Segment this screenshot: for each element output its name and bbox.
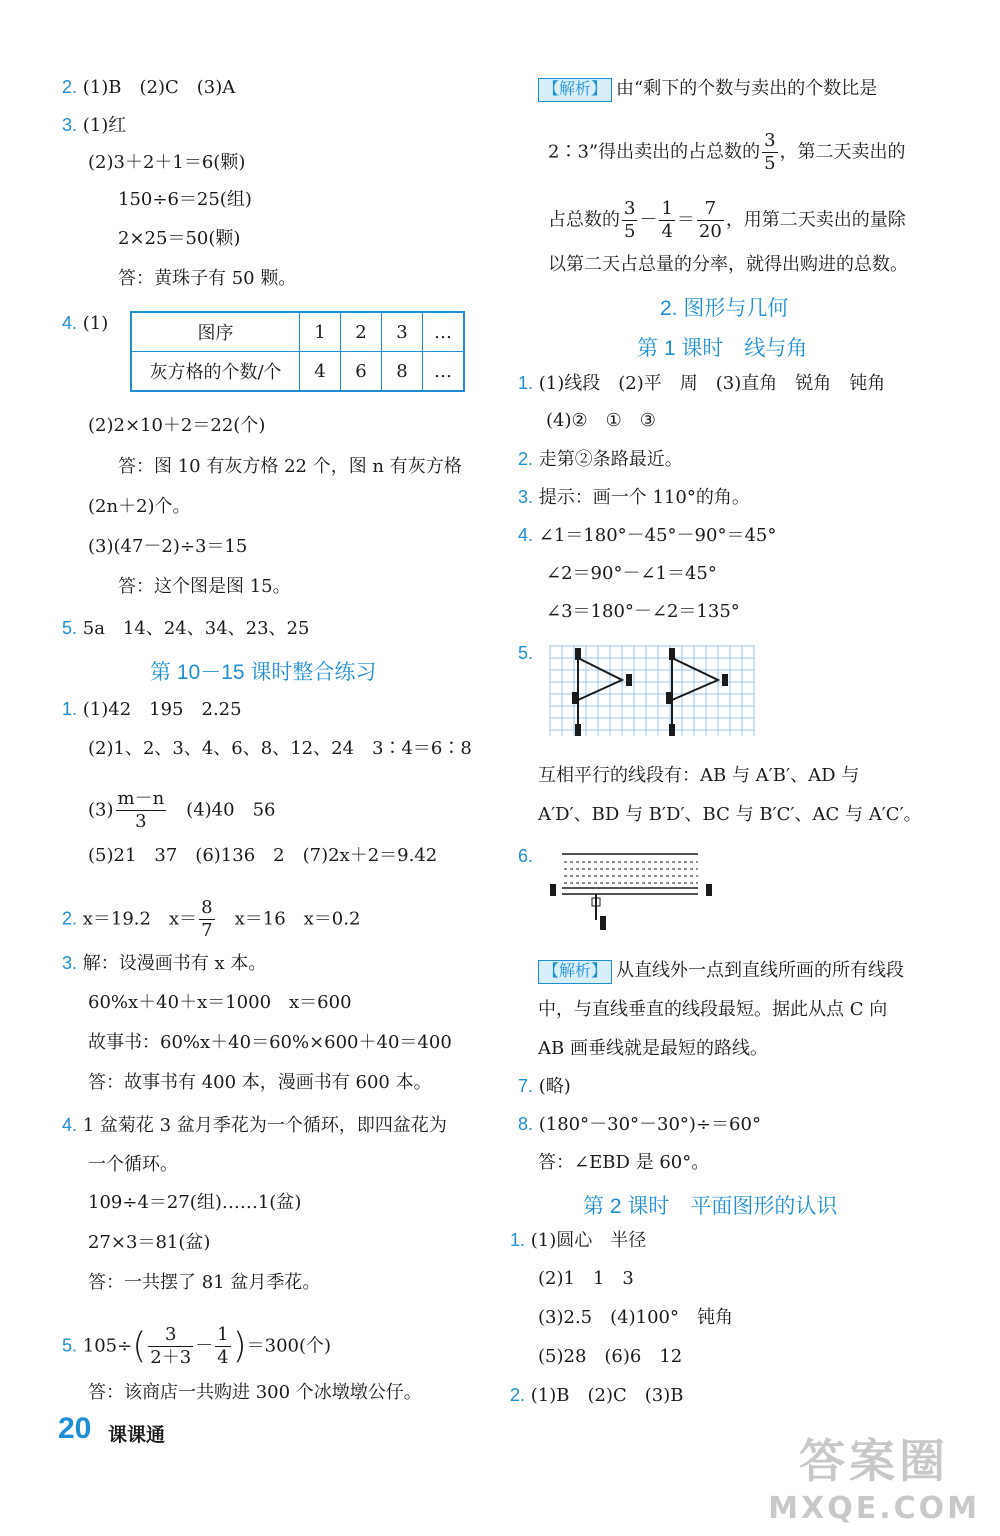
- table-cell: 8: [382, 352, 423, 392]
- answer-2: 2. (1)B (2)C (3)A: [62, 77, 236, 98]
- lesson1-answer-8: 8. (180°－30°－30°)÷＝60°: [518, 1114, 761, 1135]
- exercise-5: 5. 105÷( $\frac{3}{2+3}$ － $\frac{1}{4}$ )＝300(个): [62, 1324, 332, 1368]
- analysis-2-line: 中，与直线垂直的线段最短。据此从点 C 向: [538, 999, 888, 1020]
- lesson1-answer-8-line: 答：∠EBD 是 60°。: [538, 1152, 710, 1173]
- table-cell: …: [423, 352, 465, 392]
- answer-4-line: (2)2×10＋2＝22(个): [88, 415, 266, 436]
- lesson1-answer-1: 1. (1)线段 (2)平 周 (3)直角 锐角 钝角: [518, 373, 886, 394]
- lesson1-answer-7: 7. (略): [518, 1076, 571, 1097]
- table-cell: 灰方格的个数/个: [131, 352, 300, 392]
- answer-3-line: (2)3＋2＋1＝6(颗): [88, 152, 246, 173]
- brand-name: 课课通: [108, 1425, 166, 1446]
- answer-3-line: 2×25＝50(颗): [118, 228, 241, 249]
- answer-3: 3. (1)红: [62, 115, 127, 136]
- exercise-5-line: 答：该商店一共购进 300 个冰墩墩公仔。: [88, 1382, 422, 1403]
- lesson2-answer-1-line: (5)28 (6)6 12: [538, 1346, 683, 1367]
- table-cell: …: [423, 312, 465, 352]
- lesson1-answer-5-line: 互相平行的线段有：AB 与 A′B′、AD 与: [538, 765, 860, 786]
- analysis-2-line: AB 画垂线就是最短的路线。: [538, 1038, 768, 1059]
- chapter-heading: 2. 图形与几何: [660, 297, 789, 320]
- flag-grid-figure: [548, 644, 758, 740]
- analysis-tag: 【解析】: [538, 960, 612, 984]
- answer-4-line: (2n＋2)个。: [88, 496, 191, 517]
- lesson1-answer-5: 5.: [518, 643, 534, 663]
- lesson-heading: 第 1 课时 线与角: [637, 337, 808, 360]
- lesson2-answer-1: 1. (1)圆心 半径: [510, 1230, 647, 1251]
- section-heading: 第 10－15 课时整合练习: [150, 661, 377, 684]
- exercise-4-line: 一个循环。: [88, 1154, 178, 1175]
- page-number: 20: [58, 1412, 92, 1445]
- exercise-1: 1. (1)42 195 2.25: [62, 699, 242, 720]
- lesson1-answer-4: 4. ∠1＝180°－45°－90°＝45°: [518, 525, 777, 546]
- analysis-1-line: 2∶3”得出卖出的占总数的 $\frac{3}{5}$ ，第二天卖出的: [548, 130, 906, 174]
- exercise-3-line: 答：故事书有 400 本，漫画书有 600 本。: [88, 1072, 432, 1093]
- answer-5: 5. 5a 14、24、34、23、25: [62, 618, 310, 639]
- lesson1-answer-6: 6.: [518, 846, 534, 866]
- river-path-figure: [548, 850, 718, 934]
- lesson1-answer-2: 2. 走第②条路最近。: [518, 449, 683, 470]
- table-cell: 1: [300, 312, 341, 352]
- lesson2-answer-1-line: (2)1 1 3: [538, 1268, 634, 1289]
- table-cell: 2: [341, 312, 382, 352]
- lesson1-answer-1-line: (4)② ① ③: [546, 410, 656, 431]
- analysis-1-line: 以第二天占总量的分率，就得出购进的总数。: [548, 254, 908, 275]
- lesson1-answer-5-line: A′D′、BD 与 B′D′、BC 与 B′C′、AC 与 A′C′。: [538, 804, 922, 825]
- table-cell: 6: [341, 352, 382, 392]
- exercise-4: 4. 1 盆菊花 3 盆月季花为一个循环，即四盆花为: [62, 1115, 447, 1136]
- fraction: $\frac{m-n}{3}$: [117, 788, 165, 832]
- exercise-4-line: 答：一共摆了 81 盆月季花。: [88, 1272, 321, 1293]
- exercise-4-line: 109÷4＝27(组)……1(盆): [88, 1192, 302, 1213]
- exercise-1-line: (2)1、2、3、4、6、8、12、24 3∶4＝6∶8: [88, 738, 472, 759]
- analysis-1-line: 占总数的 $\frac{3}{5}$ － $\frac{1}{4}$ ＝ $\frac{7}{20}$ ，用第二天卖出的量除: [548, 198, 906, 242]
- table-cell: 4: [300, 352, 341, 392]
- exercise-2: 2. x＝19.2 x＝ $\frac{8}{7}$ x＝16 x＝0.2: [62, 897, 361, 941]
- analysis-2: 【解析】 从直线外一点到直线所画的所有线段: [538, 958, 904, 984]
- lesson1-answer-4-line: ∠2＝90°－∠1＝45°: [546, 563, 717, 584]
- exercise-3-line: 故事书：60%x＋40＝60%×600＋40＝400: [88, 1032, 452, 1053]
- answer-4-line: 答：图 10 有灰方格 22 个，图 n 有灰方格: [118, 456, 462, 477]
- answer-3-line: 答：黄珠子有 50 颗。: [118, 268, 297, 289]
- answer-3-line: 150÷6＝25(组): [118, 189, 252, 210]
- exercise-4-line: 27×3＝81(盆): [88, 1232, 211, 1253]
- table-row: [131, 312, 464, 352]
- analysis-1: 【解析】 由“剩下的个数与卖出的个数比是: [538, 76, 877, 102]
- table-row: [131, 352, 464, 392]
- lesson1-answer-3: 3. 提示：画一个 110°的角。: [518, 487, 750, 508]
- lesson1-answer-4-line: ∠3＝180°－∠2＝135°: [546, 601, 740, 622]
- lesson2-answer-1-line: (3)2.5 (4)100° 钝角: [538, 1307, 733, 1328]
- answer-4-line: 答：这个图是图 15。: [118, 576, 291, 597]
- table-cell: 图序: [131, 312, 300, 352]
- lesson2-answer-2: 2. (1)B (2)C (3)B: [510, 1385, 684, 1406]
- exercise-1-line: (3) $\frac{m-n}{3}$ (4)40 56: [88, 788, 276, 832]
- lesson-heading: 第 2 课时 平面图形的认识: [583, 1195, 838, 1218]
- exercise-3-line: 60%x＋40＋x＝1000 x＝600: [88, 992, 352, 1013]
- analysis-tag: 【解析】: [538, 78, 612, 102]
- watermark: 答案圈 MXQE.COM: [768, 1434, 980, 1526]
- table-cell: 3: [382, 312, 423, 352]
- answer-4-line: (3)(47－2)÷3＝15: [88, 536, 248, 557]
- exercise-3: 3. 解：设漫画书有 x 本。: [62, 953, 267, 974]
- answer-4: 4. (1): [62, 313, 109, 334]
- sequence-table: [130, 311, 465, 392]
- exercise-1-line: (5)21 37 (6)136 2 (7)2x＋2＝9.42: [88, 845, 438, 866]
